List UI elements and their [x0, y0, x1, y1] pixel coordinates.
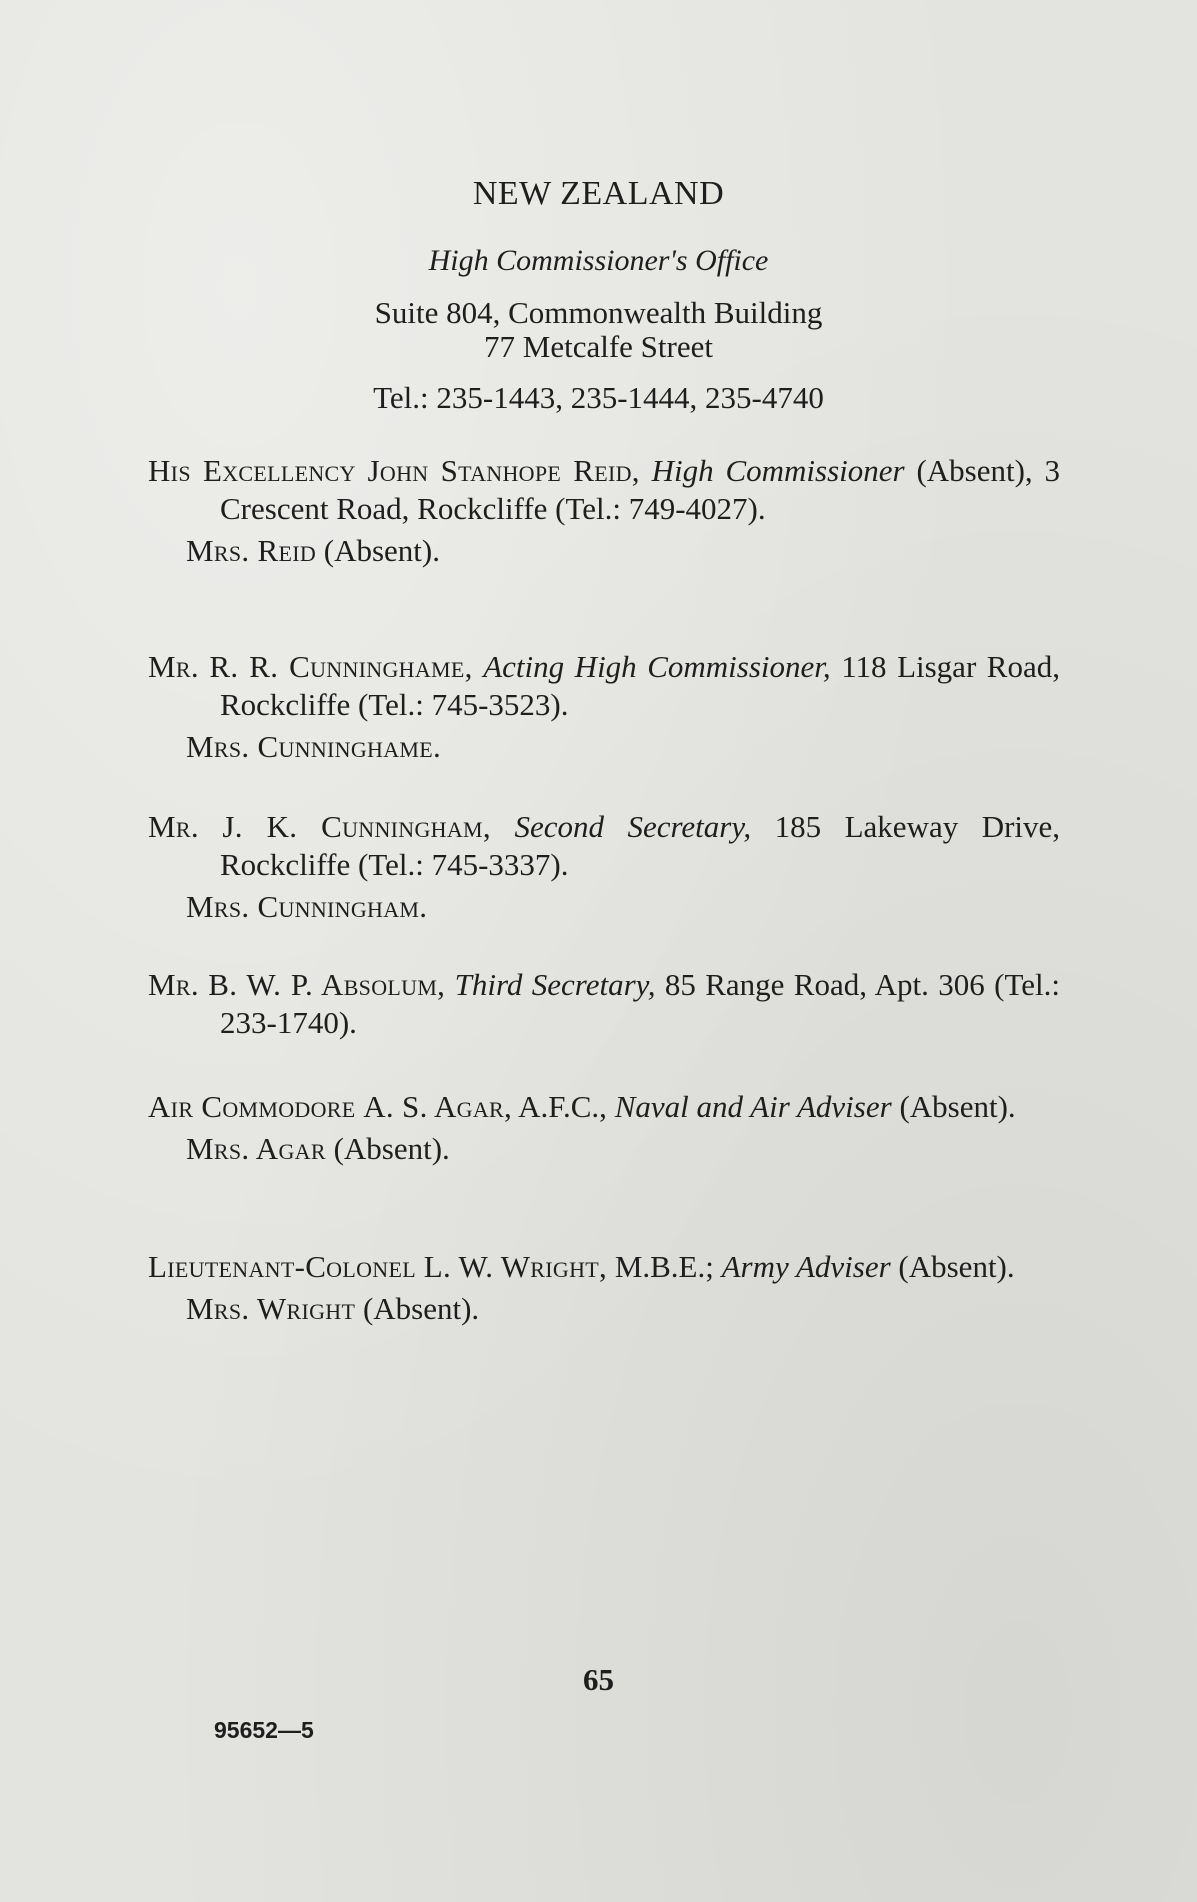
spouse-line	[148, 728, 1060, 766]
entry-text	[148, 966, 1060, 1042]
entry-role: High Commissioner	[651, 453, 905, 488]
staff-entry	[148, 808, 1060, 926]
staff-entry	[148, 452, 1060, 570]
spouse-note: (Absent).	[333, 1131, 450, 1166]
entry-role: Second Secretary,	[514, 809, 752, 844]
entry-details: (Absent), 3 Crescent Road, Rockcliffe (Tel.: 749-4027).	[220, 453, 1060, 526]
spouse-line	[148, 532, 1060, 570]
staff-entry	[148, 648, 1060, 766]
entry-text	[148, 1088, 1060, 1126]
entry-title: Lieutenant-Colonel	[148, 1249, 416, 1284]
entry-role: Naval and Air Adviser	[614, 1089, 892, 1124]
office-subheading: High Commissioner's Office	[428, 244, 769, 277]
spouse-name: Mrs. Agar	[186, 1131, 326, 1166]
entry-title: Mr.	[148, 649, 199, 684]
entry-text	[148, 648, 1060, 724]
entry-details: (Absent).	[898, 1249, 1015, 1284]
staff-entry	[148, 1248, 1060, 1328]
entry-name: A. S. Agar,	[363, 1089, 513, 1124]
page-number: 65	[583, 1662, 614, 1697]
entry-name: John Stanhope Reid,	[367, 453, 640, 488]
entry-details: (Absent).	[899, 1089, 1016, 1124]
spouse-line	[148, 1130, 1060, 1168]
spouse-name: Mrs. Wright	[186, 1291, 356, 1326]
print-code: 95652—5	[214, 1717, 314, 1743]
staff-entry	[148, 1088, 1060, 1168]
entry-post-nominal: A.F.C.,	[518, 1089, 607, 1124]
entry-post-nominal: M.B.E.;	[614, 1249, 714, 1284]
entry-details: 118 Lisgar Road, Rockcliffe (Tel.: 745-3523).	[220, 649, 1060, 722]
entry-details: 185 Lakeway Drive, Rockcliffe (Tel.: 745-3337).	[220, 809, 1061, 882]
spouse-note: (Absent).	[362, 1291, 480, 1326]
entry-text	[148, 1248, 1060, 1286]
entry-title: Mr.	[148, 809, 199, 844]
entry-name: L. W. Wright,	[423, 1249, 608, 1284]
spouse-name: Mrs. Cunningham.	[186, 889, 428, 924]
spouse-line	[148, 888, 1060, 926]
entry-text	[148, 808, 1060, 884]
entry-name: B. W. P. Absolum,	[208, 967, 446, 1002]
telephone-line: Tel.: 235-1443, 235-1444, 235-4740	[373, 380, 824, 415]
entry-details: 85 Range Road, Apt. 306 (Tel.: 233-1740).	[220, 967, 1061, 1040]
staff-entry	[148, 966, 1060, 1042]
entry-text	[148, 452, 1060, 528]
entry-role: Army Adviser	[721, 1249, 891, 1284]
entry-role: Third Secretary,	[454, 967, 656, 1002]
entry-name: R. R. Cunninghame,	[209, 649, 473, 684]
spouse-note: (Absent).	[323, 533, 440, 568]
spouse-name: Mrs. Cunninghame.	[186, 729, 442, 764]
country-heading: NEW ZEALAND	[472, 175, 725, 212]
spouse-name: Mrs. Reid	[186, 533, 317, 568]
entry-title: Air Commodore	[148, 1089, 356, 1124]
address-line-1: Suite 804, Commonwealth Building	[374, 295, 823, 330]
address-line-2: 77 Metcalfe Street	[484, 329, 713, 364]
spouse-line	[148, 1290, 1060, 1328]
entry-title: His Excellency	[148, 453, 356, 488]
entry-name: J. K. Cunningham,	[222, 809, 491, 844]
entry-role: Acting High Commissioner,	[483, 649, 831, 684]
entry-title: Mr.	[148, 967, 199, 1002]
